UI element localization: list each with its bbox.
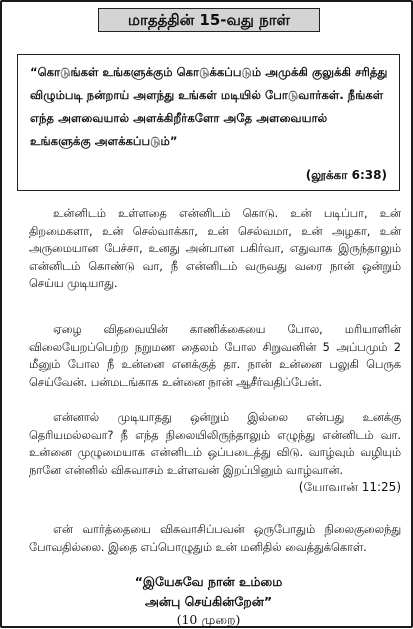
day-title: மாதத்தின் 15-வது நாள் [127, 11, 291, 29]
paragraph-2 [29, 321, 401, 391]
paragraph-3-text: என்னால் முடியாதது ஒன்றும் இல்லை என்பது உனக்கு தெரியமல்லவா? நீ எந்த நிலையிலிருந்தாலும் எழுந்து என்னிடம் வா. உன்னை முழுமையாக என்னிடம் ஒப்படைத்து விடு. வாழ்வும் வழியும் நானே என்னில் விசுவாசம் உள்ளவன் இறப்பினும் வாழ்வான். [29, 411, 401, 477]
paragraph-3 [29, 409, 401, 497]
day-title-banner [98, 8, 320, 32]
paragraph-4 [29, 521, 401, 556]
scripture-verse-box [17, 54, 400, 191]
paragraph-3-reference: (யோவான் 11:25) [298, 480, 401, 495]
scripture-verse-text: “கொடுங்கள் உங்களுக்கும் கொடுக்கப்படும் அமுக்கி குலுக்கி சரித்து விழும்படி நன்றாய் அளந்து உங்கள் மடியில் போடுவார்கள். நீங்கள் எந்த அளவையால் அளக்கிறீர்களோ அதே அளவையால் உங்களுக்கு அளக்கப்படும்” [30, 65, 388, 148]
scripture-verse-reference: (லூக்கா 6:38) [305, 168, 387, 182]
paragraph-2-text: ஏழை விதவையின் காணிக்கையை போல, மரியாளின் விலையேறப்பெற்ற நறுமண தைலம் போல சிறுவனின் 5 அப்பமும் 2 மீனும் போல நீ உன்னை எனக்குத் தா. நான் உன்னை பலுகி பெருக செய்வேன். பன்மடங்காக உன்னை நான் ஆசீர்வதிப்பேன். [29, 323, 401, 389]
paragraph-4-text: என் வார்த்தையை விசுவாசிப்பவன் ஒருபோதும் நிலைகுலைந்து போவதில்லை. இதை எப்பொழுதும் உன் மனிதில் வைத்துக்கொள். [29, 523, 401, 554]
closing-prayer-line-1: “இயேசுவே நான் உம்மை [134, 574, 283, 589]
paragraph-1 [29, 205, 401, 293]
closing-prayer-line-2: அன்பு செய்கின்றேன்” [144, 594, 273, 609]
repeat-count: (10 முறை) [176, 612, 241, 627]
paragraph-1-text: உன்னிடம் உள்ளதை என்னிடம் கொடு. உன் படிப்பா, உன் திறமைகளா, உன் செல்வாக்கா, உன் செல்வமா, உன் அழகா, உன் அருமையான பேச்சா, உனது அன்பான பகிர்வா, எதுவாக இருந்தாலும் என்னிடம் கொண்டு வா, நீ என்னிடம் வருவது வரை நான் ஒன்றும் செய்ய முடியாது. [29, 207, 401, 291]
